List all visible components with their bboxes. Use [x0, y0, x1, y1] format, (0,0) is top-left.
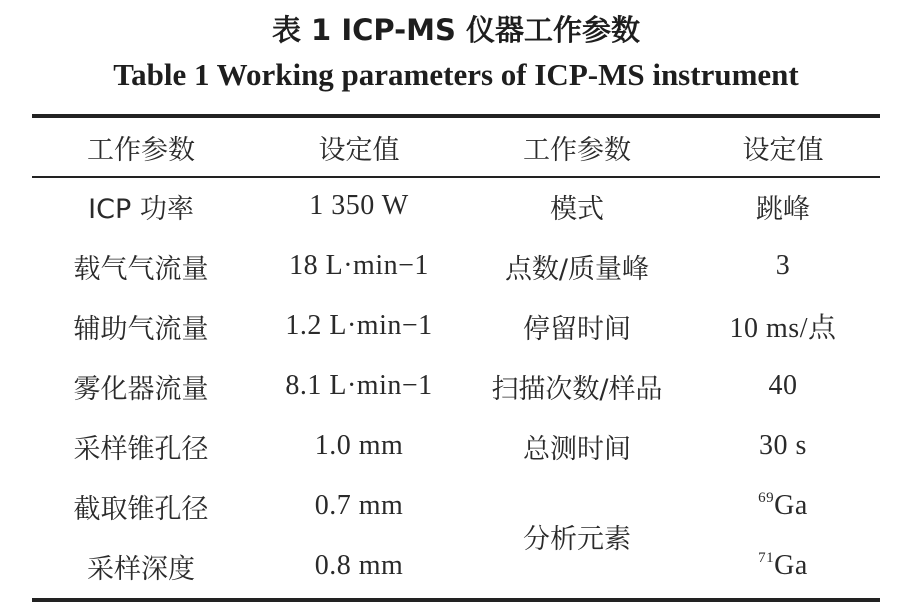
parameter-value: 10 ms/点 — [729, 313, 837, 344]
parameter-value: 1.2 L·min−1 — [285, 310, 433, 341]
mass-number: 69 — [758, 490, 775, 506]
parameter-name: 截取锥孔径 — [73, 493, 209, 525]
table-row — [32, 536, 880, 596]
parameter-value: 1.0 mm — [314, 430, 404, 461]
parameter-name: 模式 — [550, 193, 604, 225]
table-title-chinese: 表 1 ICP-MS 仪器工作参数 — [271, 13, 641, 47]
header-value-1: 设定值 — [318, 134, 400, 166]
parameter-name: 雾化器流量 — [73, 373, 209, 405]
table-row — [32, 296, 880, 356]
table-row — [32, 356, 880, 416]
table-row — [32, 176, 880, 236]
parameter-name: ICP 功率 — [88, 193, 194, 225]
table-row — [32, 416, 880, 476]
parameter-value: 1 350 W — [309, 190, 409, 221]
element-symbol: Ga — [774, 550, 808, 581]
parameter-name: 采样锥孔径 — [73, 433, 209, 465]
parameter-name: 扫描次数/样品 — [491, 373, 663, 405]
analyzed-elements-label: 分析元素 — [523, 523, 631, 555]
parameter-name: 辅助气流量 — [73, 313, 209, 345]
header-parameter-2: 工作参数 — [523, 134, 631, 166]
parameter-value: 8.1 L·min−1 — [285, 370, 433, 401]
parameter-name: 总测时间 — [523, 433, 631, 465]
element-symbol: Ga — [774, 490, 808, 521]
table-row — [32, 476, 880, 536]
table-title-english: Table 1 Working parameters of ICP-MS instrument — [113, 57, 799, 92]
mass-number: 71 — [758, 550, 775, 566]
parameter-value: 30 s — [759, 430, 807, 461]
parameter-name: 点数/质量峰 — [504, 253, 650, 285]
parameters-table — [32, 118, 880, 596]
parameter-name: 采样深度 — [87, 553, 195, 585]
bottom-rule — [32, 598, 880, 602]
parameter-value: 3 — [775, 250, 791, 281]
parameter-name: 载气气流量 — [73, 253, 209, 285]
parameter-value: 18 L·min−1 — [289, 250, 429, 281]
header-value-2: 设定值 — [742, 134, 824, 166]
header-row — [32, 118, 880, 176]
isotope-ga71 — [686, 536, 880, 596]
parameter-value: 0.8 mm — [314, 550, 404, 581]
parameter-value: 0.7 mm — [314, 490, 404, 521]
parameter-value: 40 — [768, 370, 798, 401]
isotope-ga69 — [686, 476, 880, 536]
parameter-value: 跳峰 — [756, 193, 810, 225]
header-parameter-1: 工作参数 — [87, 134, 195, 166]
table-row — [32, 236, 880, 296]
parameter-name: 停留时间 — [523, 313, 631, 345]
